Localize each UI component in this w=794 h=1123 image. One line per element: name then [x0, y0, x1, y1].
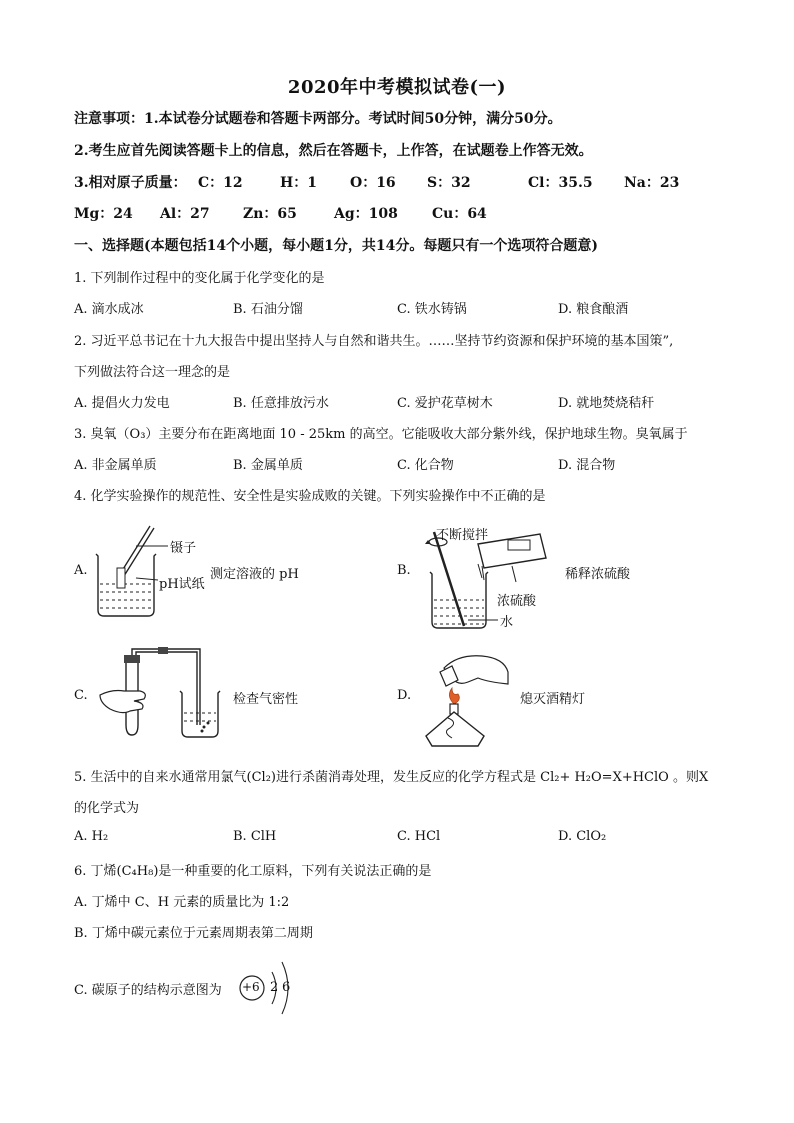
label-tweezers: 镊子: [170, 541, 197, 556]
q4-option-c-letter: C.: [74, 688, 88, 703]
q1-option-c: C. 铁水铸锅: [397, 302, 467, 317]
alcohol-lamp-illustration: [418, 648, 518, 752]
q4-option-c-caption: 检查气密性: [233, 692, 299, 707]
mass-h: H：1: [280, 175, 317, 191]
airtightness-illustration: [94, 645, 224, 740]
mass-s: S：32: [427, 175, 471, 191]
masses-label: 3.相对原子质量：: [74, 175, 187, 191]
q1-option-b: B. 石油分馏: [233, 302, 303, 317]
q4-option-a-caption: 测定溶液的 pH: [210, 567, 299, 582]
q4-option-d-caption: 熄灭酒精灯: [520, 692, 586, 707]
atom-shell-1: 2: [270, 980, 279, 995]
question-6-stem: 6. 丁烯(C₄H₈)是一种重要的化工原料，下列有关说法正确的是: [74, 864, 432, 879]
q4-option-b-letter: B.: [397, 563, 411, 578]
question-2-stem-2: 下列做法符合这一理念的是: [74, 365, 231, 380]
mass-mg: Mg：24: [74, 206, 133, 222]
question-3-stem: 3. 臭氧（O₃）主要分布在距离地面 10 - 25km 的高空。它能吸收大部分紫外线，保护地球生物。臭氧属于: [74, 427, 688, 442]
q6-option-b: B. 丁烯中碳元素位于元素周期表第二周期: [74, 926, 313, 941]
label-leader-lines: [132, 542, 172, 582]
question-5-stem-2: 的化学式为: [74, 801, 140, 816]
mass-c: C：12: [198, 175, 243, 191]
q6-option-a: A. 丁烯中 C、H 元素的质量比为 1:2: [74, 895, 290, 910]
q3-option-c: C. 化合物: [397, 458, 454, 473]
q2-option-d: D. 就地焚烧秸秆: [558, 396, 655, 411]
mass-cl: Cl：35.5: [528, 175, 593, 191]
q6-option-c: C. 碳原子的结构示意图为: [74, 983, 222, 998]
q3-option-d: D. 混合物: [558, 458, 616, 473]
mass-ag: Ag：108: [334, 206, 398, 222]
notes-line2: 2.考生应首先阅读答题卡上的信息，然后在答题卡，上作答，在试题卷上作答无效。: [74, 143, 593, 159]
q4-option-b-caption: 稀释浓硫酸: [565, 567, 631, 582]
q1-option-a: A. 滴水成冰: [74, 302, 144, 317]
q2-option-c: C. 爱护花草树木: [397, 396, 493, 411]
q5-option-d: D. ClO₂: [558, 829, 607, 844]
q5-option-a: A. H₂: [74, 829, 109, 844]
q2-option-b: B. 任意排放污水: [233, 396, 329, 411]
q3-option-a: A. 非金属单质: [74, 458, 157, 473]
label-ph-paper: pH试纸: [159, 577, 205, 592]
mass-na: Na：23: [624, 175, 680, 191]
label-conc-acid: 浓硫酸: [497, 594, 537, 609]
question-2-stem: 2. 习近平总书记在十九大报告中提出坚持人与自然和谐共生。……坚持节约资源和保护环境的基本国策”,: [74, 334, 674, 349]
mass-o: O：16: [350, 175, 396, 191]
question-5-stem: 5. 生活中的自来水通常用氯气(Cl₂)进行杀菌消毒处理，发生反应的化学方程式是 Cl₂+ H₂O=X+HClO 。则X: [74, 770, 709, 785]
page-title: 2020年中考模拟试卷(一): [287, 77, 507, 98]
label-water: 水: [500, 615, 514, 630]
section-header: 一、选择题(本题包括14个小题，每小题1分，共14分。每题只有一个选项符合题意): [74, 238, 598, 254]
q3-option-b: B. 金属单质: [233, 458, 303, 473]
question-1-stem: 1. 下列制作过程中的变化属于化学变化的是: [74, 271, 325, 286]
carbon-atom-diagram: [234, 950, 304, 1020]
mass-zn: Zn：65: [243, 206, 297, 222]
q2-option-a: A. 提倡火力发电: [74, 396, 170, 411]
mass-cu: Cu：64: [432, 206, 487, 222]
q4-option-a-letter: A.: [74, 563, 88, 578]
atom-nucleus: +6: [242, 980, 260, 994]
notes-line1: 注意事项：1.本试卷分试题卷和答题卡两部分。考试时间50分钟，满分50分。: [74, 111, 562, 127]
q4-option-d-letter: D.: [397, 688, 412, 703]
q1-option-d: D. 粮食酿酒: [558, 302, 629, 317]
label-stir: 不断搅拌: [436, 528, 489, 543]
mass-al: Al：27: [160, 206, 210, 222]
question-4-stem: 4. 化学实验操作的规范性、安全性是实验成败的关键。下列实验操作中不正确的是: [74, 489, 546, 504]
q5-option-b: B. ClH: [233, 829, 277, 844]
atom-shell-2: 6: [282, 980, 291, 995]
q5-option-c: C. HCl: [397, 829, 441, 844]
